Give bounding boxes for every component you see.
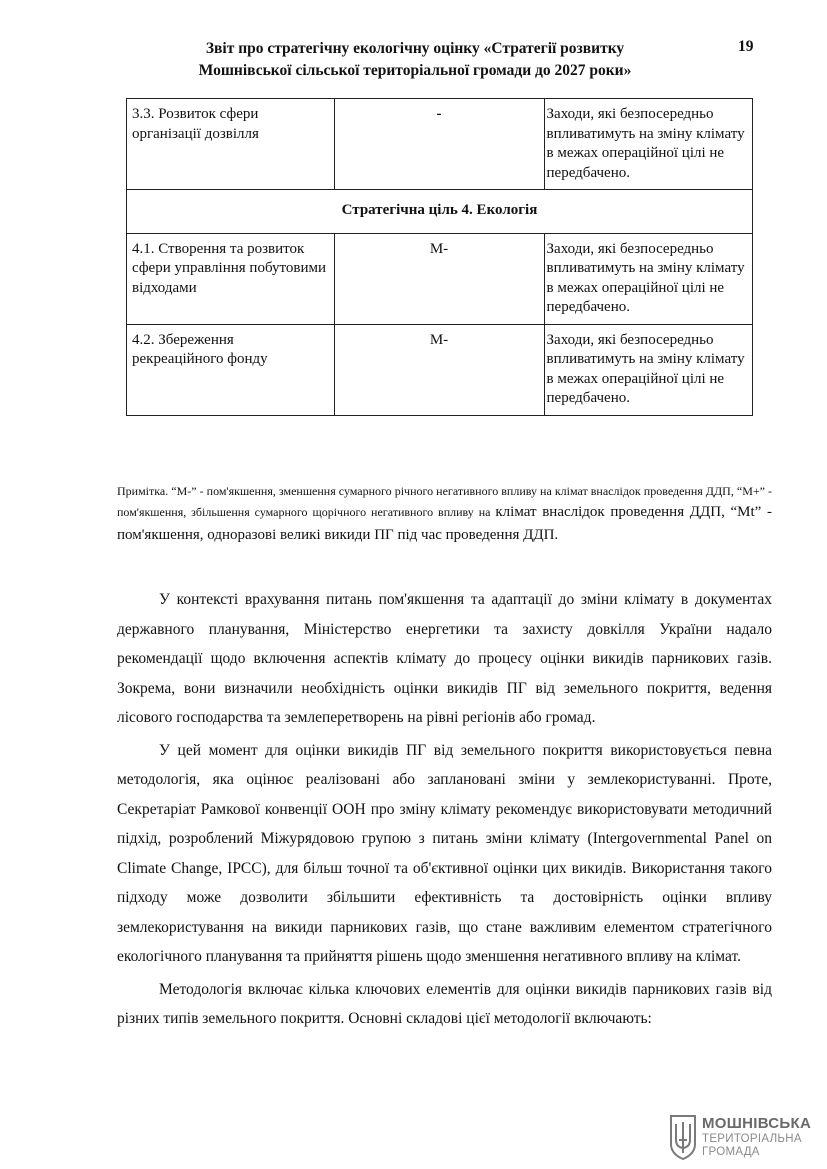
paragraph: Методологія включає кілька ключових елементів для оцінки викидів парникових газів від різних типів земельного покриття. Основні складові цієї методології включають: — [117, 980, 772, 1027]
paragraph: У цей момент для оцінки викидів ПГ від земельного покриття використовується певна методологія, яка оцінює реалізовані або заплановані зміни у землекористуванні. Проте, Секретаріат Рамкової конвенції ООН про зміну клімату рекомендує використовувати методичний підхід, розроблений Міжурядовою групою з питань зміни клімату (Intergovernmental Panel on Climate Change, IPCC), для більш точної та об'єктивної оцінки цих викидів. Використання такого підходу може дозволити збільшити ефективність та достовірність оцінки впливу землекористування на викиди парникових газів, що стане важливим елементом стратегічного екологічного планування та прийняття рішень щодо зменшення негативного впливу на клімат. — [117, 741, 772, 965]
page-header — [150, 38, 680, 82]
impact-code: - — [335, 99, 544, 190]
goal-heading-row — [127, 190, 753, 234]
impact-code: М- — [335, 233, 544, 324]
impact-note: Заходи, які безпосередньо впливатимуть на зміну клімату в межах операційної цілі не передбачено. — [544, 99, 752, 190]
page-number: 19 — [738, 38, 754, 55]
impact-note: Заходи, які безпосередньо впливатимуть на зміну клімату в межах операційної цілі не передбачено. — [544, 324, 752, 415]
logo-line2: ТЕРИТОРІАЛЬНА — [702, 1133, 802, 1145]
objective-name: 3.3. Розвиток сфери організації дозвілля — [127, 99, 335, 190]
table-row — [127, 99, 753, 190]
impact-code: М- — [335, 324, 544, 415]
logo-line3: ГРОМАДА — [702, 1146, 760, 1158]
table-row — [127, 324, 753, 415]
header-title-line2: Мошнівської сільської територіальної громади до 2027 роки» — [198, 62, 632, 79]
climate-impact-table — [126, 98, 753, 416]
paragraph: У контексті врахування питань пом'якшення та адаптації до зміни клімату в документах державного планування, Міністерство енергетики та захисту довкілля України надало рекомендації щодо включення аспектів клімату до процесу оцінки викидів парникових газів. Зокрема, вони визначили необхідність оцінки викидів ПГ від земельного покриття, ведення лісового господарства та землеперетворень на рівні регіонів або громад. — [117, 591, 772, 726]
community-logo — [668, 1114, 818, 1164]
trident-icon — [668, 1114, 698, 1160]
objective-name: 4.2. Збереження рекреаційного фонду — [127, 324, 335, 415]
strategic-goal-heading: Стратегічна ціль 4. Екологія — [127, 190, 753, 234]
table-row — [127, 233, 753, 324]
body-text — [117, 585, 772, 1037]
header-title-line1: Звіт про стратегічну екологічну оцінку «Стратегії розвитку — [205, 40, 625, 57]
logo-line1: МОШНІВСЬКА — [702, 1115, 812, 1132]
table-footnote — [117, 481, 772, 547]
footnote-part2: клімат внаслідок проведення ДДП, “Mt” - пом'якшення, одноразові великі викиди ПГ під час проведення ДДП. — [117, 504, 772, 543]
objective-name: 4.1. Створення та розвиток сфери управління побутовими відходами — [127, 233, 335, 324]
impact-note: Заходи, які безпосередньо впливатимуть на зміну клімату в межах операційної цілі не передбачено. — [544, 233, 752, 324]
footnote-part1: Примітка. “М-” - пом'якшення, зменшення сумарного річного негативного впливу на клімат внаслідок проведення ДДП, “М+” - пом'якшення, збільшення сумарного щорічного негативного впливу на — [117, 484, 772, 519]
